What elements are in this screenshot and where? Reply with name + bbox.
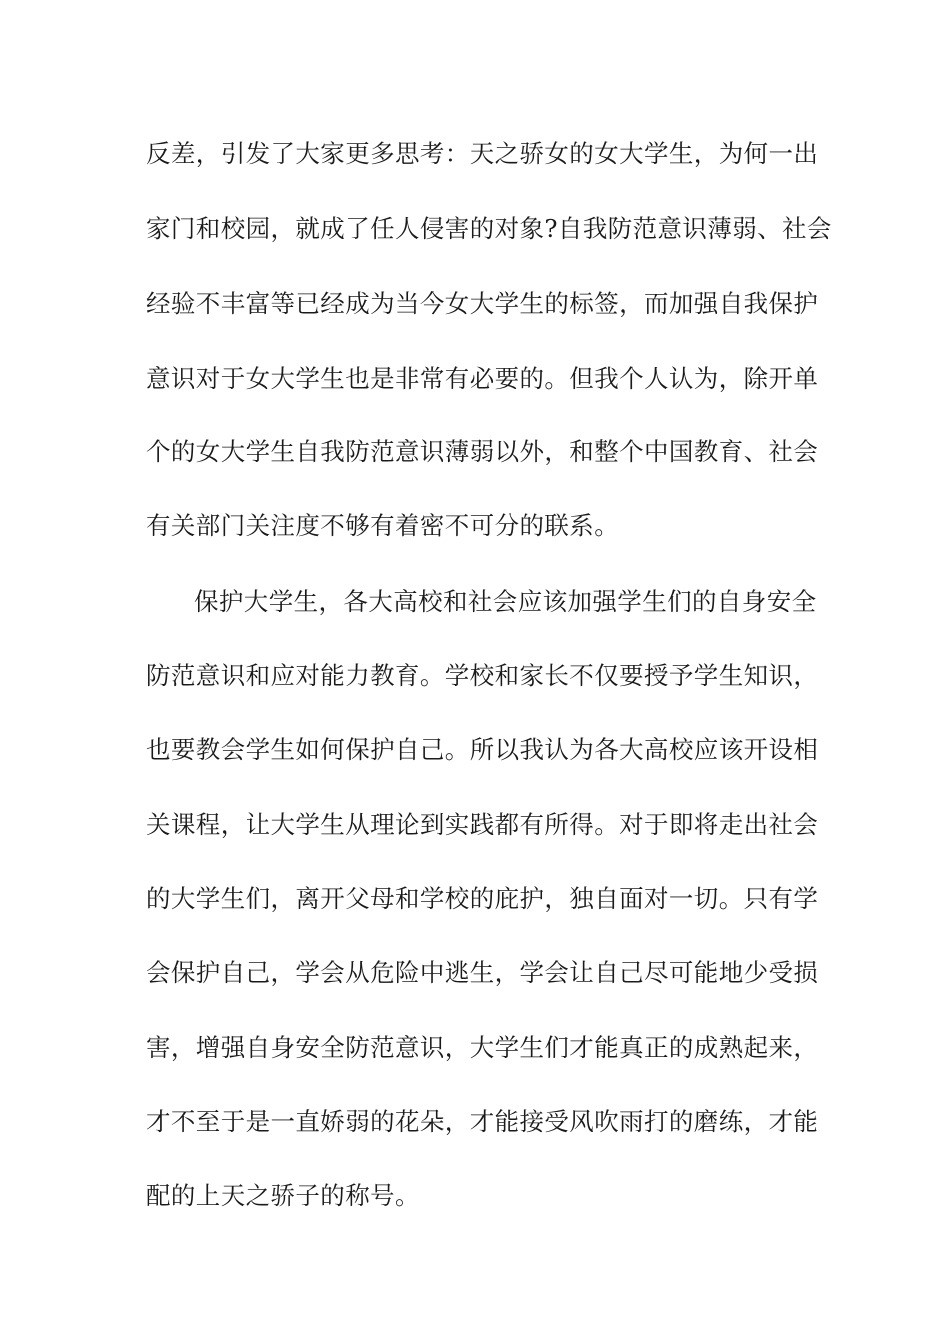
paragraph-2-line-3: 也要教会学生如何保护自己。所以我认为各大高校应该开设相 [146,735,819,764]
paragraph-1-line-1: 反差，引发了大家更多思考：天之骄女的女大学生，为何一出 [146,139,819,168]
paragraph-1-line-6: 有关部门关注度不够有着密不可分的联系。 [146,511,620,540]
paragraph-2-line-6: 会保护自己，学会从危险中逃生，学会让自己尽可能地少受损 [146,958,819,987]
paragraph-1-line-2: 家门和校园，就成了任人侵害的对象?自我防范意识薄弱、社会 [146,214,832,243]
paragraph-2-line-5: 的大学生们，离开父母和学校的庇护，独自面对一切。只有学 [146,884,819,913]
paragraph-1-line-4: 意识对于女大学生也是非常有必要的。但我个人认为，除开单 [146,364,819,393]
paragraph-2-line-7: 害，增强自身安全防范意识，大学生们才能真正的成熟起来， [146,1033,819,1062]
paragraph-1-line-3: 经验不丰富等已经成为当今女大学生的标签，而加强自我保护 [146,289,819,318]
paragraph-2-line-9: 配的上天之骄子的称号。 [146,1181,420,1210]
paragraph-2-line-8: 才不至于是一直娇弱的花朵，才能接受风吹雨打的磨练，才能 [146,1107,819,1136]
paragraph-1-line-5: 个的女大学生自我防范意识薄弱以外，和整个中国教育、社会 [146,437,819,466]
paragraph-2-line-1: 保护大学生，各大高校和社会应该加强学生们的自身安全 [194,587,817,616]
paragraph-2-line-4: 关课程，让大学生从理论到实践都有所得。对于即将走出社会 [146,810,819,839]
paragraph-2-line-2: 防范意识和应对能力教育。学校和家长不仅要授予学生知识， [146,661,819,690]
